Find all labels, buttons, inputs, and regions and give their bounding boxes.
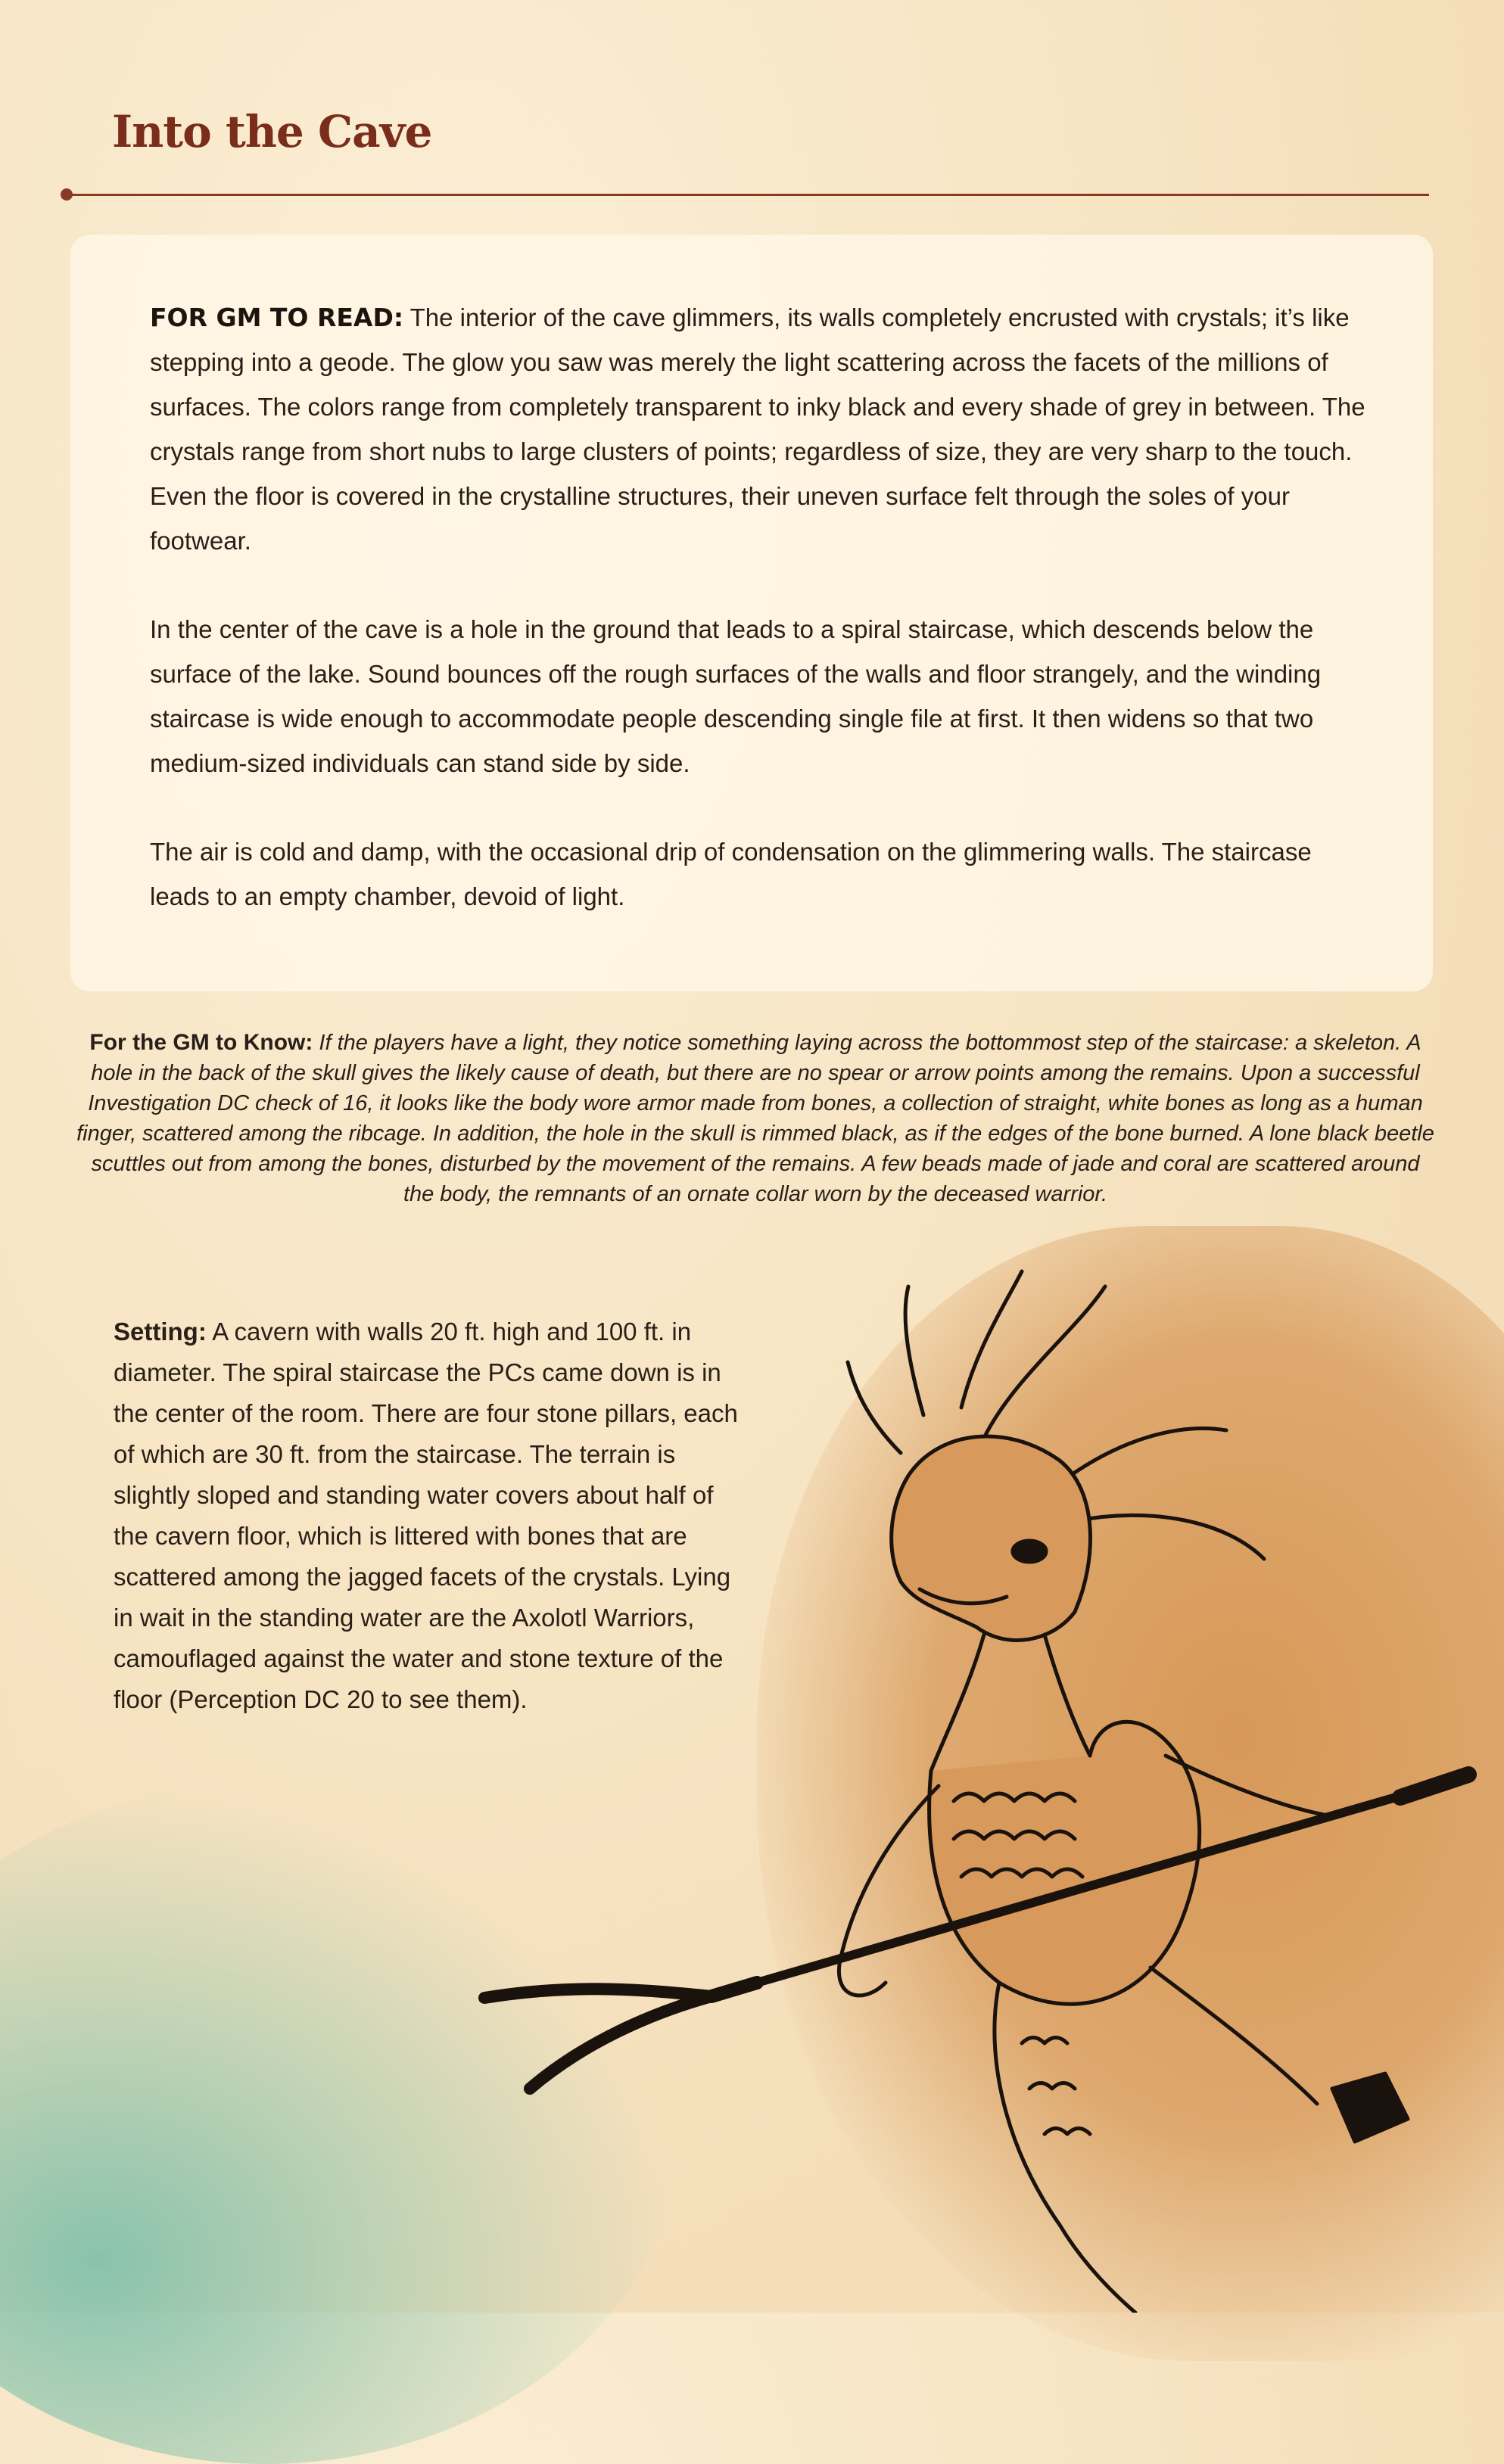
read-aloud-label: FOR GM TO READ:: [150, 303, 404, 332]
read-aloud-paragraph-1-text: The interior of the cave glimmers, its walls completely encrusted with crystals; it’s like stepping into a geode. The glow you saw was merely the light scattering across the facets of the millions of surfaces. The colors range from completely transparent to inky black and every shade of grey in between. The crystals range from short nubs to large clusters of points; regardless of size, they are very sharp to the touch. Even the floor is covered in the crystalline structures, their uneven surface felt through the soles of your footwear.: [150, 303, 1365, 555]
read-aloud-paragraph-2: In the center of the cave is a hole in the ground that leads to a spiral staircase, which descends below the surface of the lake. Sound bounces off the rough surfaces of the walls and floor strangely, and the winding staircase is wide enough to accommodate people descending single file at first. It then widens so that two medium-sized individuals can stand side by side.: [150, 615, 1322, 777]
page-title: Into the Cave: [112, 106, 432, 157]
gm-know-label: For the GM to Know:: [89, 1030, 313, 1055]
read-aloud-paragraph-3: The air is cold and damp, with the occasional drip of condensation on the glimmering walls. The staircase leads to an empty chamber, devoid of light.: [150, 838, 1312, 910]
setting-text: A cavern with walls 20 ft. high and 100 ft. in diameter. The spiral staircase the PCs came down is in the center of the room. There are four stone pillars, each of which are 30 ft. from the staircase. The terrain is slightly sloped and standing water covers about half of the cavern floor, which is littered with bones that are scattered among the jagged facets of the crystals. Lying in wait in the standing water are the Axolotl Warriors, camouflaged against the water and stone texture of the floor (Perception DC 20 to see them).: [114, 1318, 738, 1713]
gm-know-text: If the players have a light, they notice something laying across the bottommost step of the staircase: a skeleton. A hole in the back of the skull gives the likely cause of death, but there are no spear or arrow points among the remains. Upon a successful Investigation DC check of 16, it looks like the body wore armor made from bones, a collection of straight, white bones as long as a human finger, scattered among the ribcage. In addition, the hole in the skull is rimmed black, as if the edges of the bone burned. A lone black beetle scuttles out from among the bones, disturbed by the movement of the remains. A few beads made of jade and coral are scattered around the body, the remnants of an ornate collar worn by the deceased warrior.: [76, 1031, 1434, 1206]
setting-label: Setting:: [114, 1318, 207, 1346]
